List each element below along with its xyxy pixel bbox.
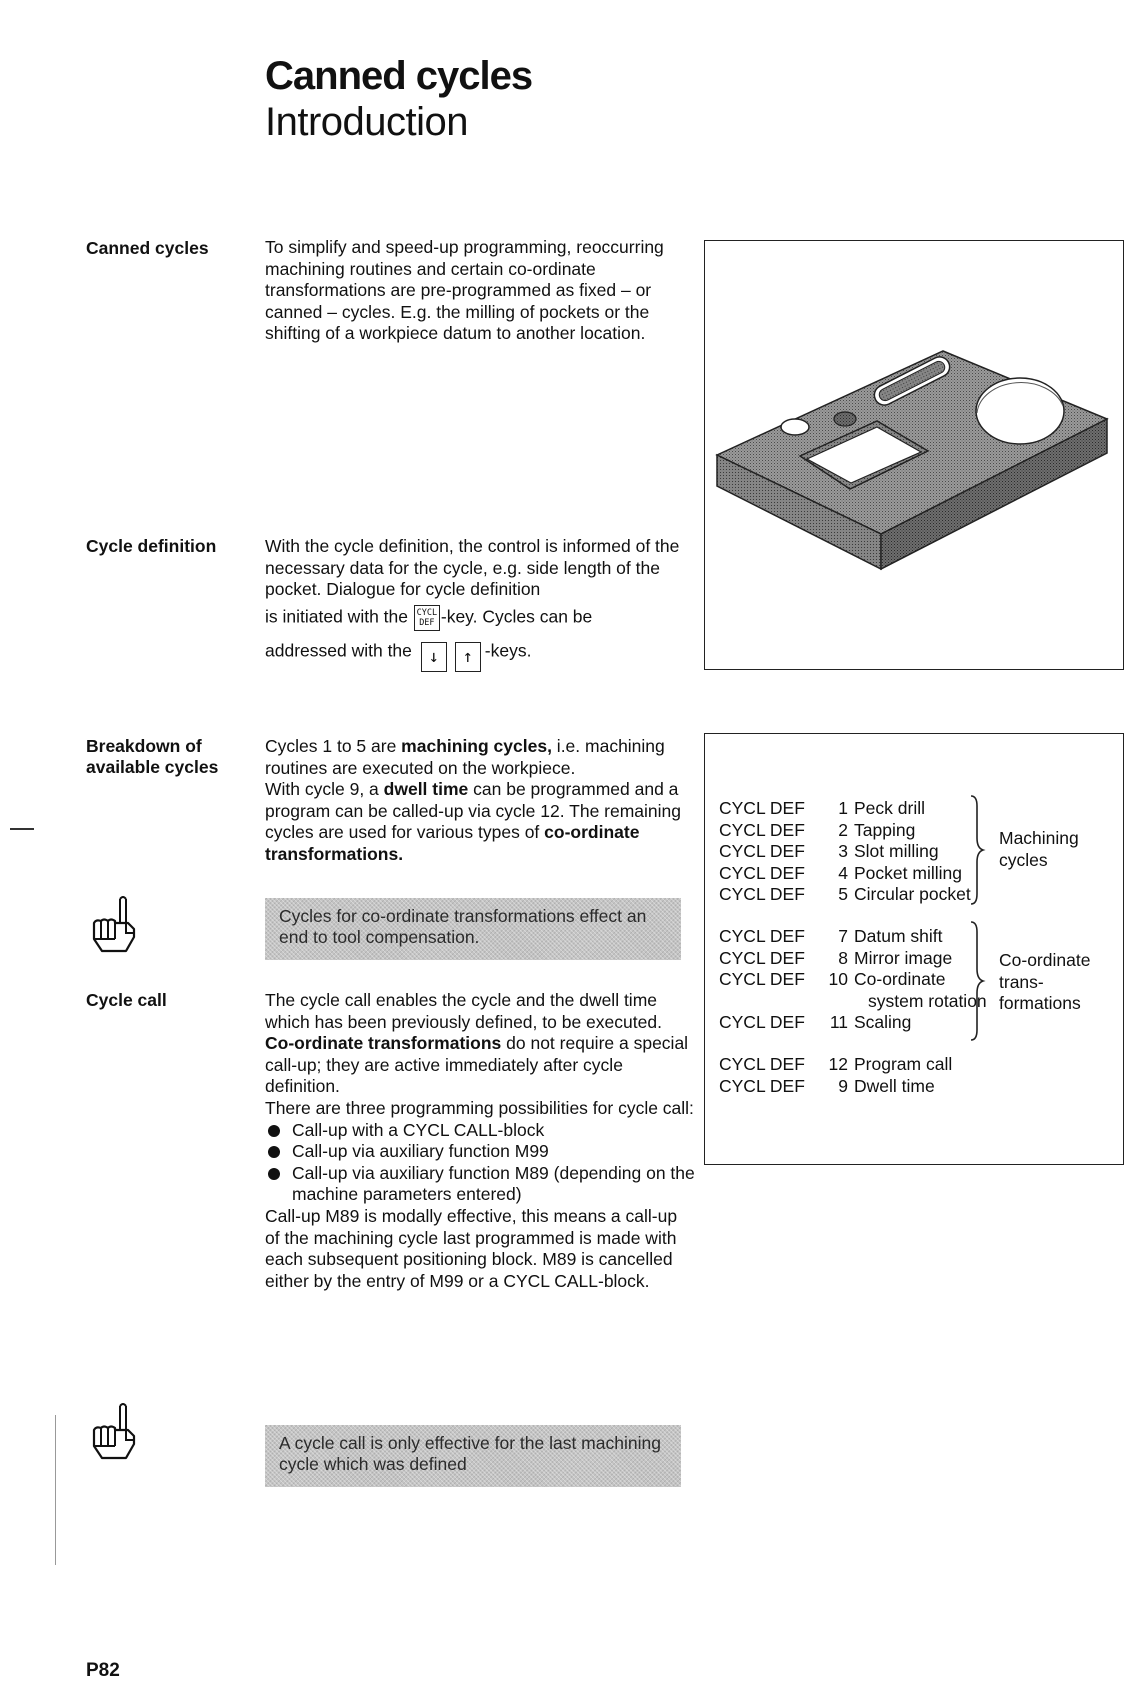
cycle-number: 8: [838, 947, 848, 968]
cycle-row: [719, 1012, 911, 1034]
cycle-prefix: CYCL DEF: [719, 884, 805, 904]
cycle-name: Slot milling: [854, 841, 939, 861]
canned-cycles-paragraph: To simplify and speed-up programming, reoccurring machining routines and certain co-ordinate transformations are pre-programmed as fixed – or canned – cycles. E.g. the milling of pockets or the shifting of a workpiece datum to another location.: [265, 237, 664, 344]
cycle-prefix: CYCL DEF: [719, 1012, 805, 1032]
list-item: Call-up via auxiliary function M99: [265, 1141, 695, 1163]
cycle-row: [719, 820, 915, 842]
cycle-row: [719, 991, 987, 1013]
is-initiated-text: is initiated with the: [265, 606, 408, 627]
note-coordinate-transformations: Cycles for co-ordinate transformations effect an end to tool compensation.: [265, 898, 681, 960]
cycle-number: 1: [838, 798, 848, 818]
addressed-text: addressed with the: [265, 640, 412, 661]
cycle-name: Mirror image: [854, 947, 953, 968]
cycle-row: [719, 948, 952, 970]
cycle-number: 11: [829, 1012, 848, 1032]
bullet-icon: [268, 1125, 280, 1137]
list-item: Call-up via auxiliary function M89 (depending on the machine parameters entered): [265, 1163, 695, 1206]
cycle-number: 4: [838, 862, 848, 883]
cycle-prefix: CYCL DEF: [719, 969, 805, 989]
cycl-key-label: CYCL: [416, 607, 438, 618]
section-heading-cycle-definition: Cycle definition: [86, 536, 217, 556]
arrow-down-key-icon: ↓: [421, 642, 447, 672]
cycle-definition-line-arrows: [265, 637, 695, 667]
cycl-def-key-icon: [414, 605, 440, 631]
cycle-row: [719, 1076, 935, 1098]
cycle-name: system rotation: [868, 990, 987, 1011]
keys-suffix-text: -keys.: [484, 640, 532, 661]
cycle-definition-line1: With the cycle definition, the control is informed of the necessary data for the cycle, e.g. side length of the pocket. Dialogue for cycle definition: [265, 536, 680, 600]
cycle-name: Tapping: [854, 819, 916, 840]
cycle-prefix: CYCL DEF: [719, 819, 805, 840]
list-item: Call-up with a CYCL CALL-block: [265, 1120, 695, 1142]
note-cycle-call-effective: A cycle call is only effective for the last machining cycle which was defined: [265, 1425, 681, 1487]
canned-cycles-text: [265, 237, 695, 345]
cycle-number: 10: [828, 969, 848, 989]
page-title: Canned cycles: [265, 54, 533, 98]
cycle-row: [719, 884, 971, 906]
page-number: P82: [86, 1660, 120, 1681]
cycle-row: [719, 841, 939, 863]
scan-mark: [10, 828, 34, 830]
cycle-number: 12: [828, 1054, 848, 1074]
cycle-definition-line-key: [265, 605, 695, 631]
cycle-name: Datum shift: [854, 926, 943, 946]
cycle-number: 2: [838, 819, 848, 840]
cycle-prefix: CYCL DEF: [719, 862, 805, 883]
group-braces: [967, 794, 997, 1124]
section-heading-canned-cycles: Canned cycles: [86, 238, 209, 258]
section-heading-breakdown: Breakdown of available cycles: [86, 736, 219, 777]
cycle-list-box: [704, 733, 1124, 1165]
cycle-prefix: CYCL DEF: [719, 1054, 805, 1074]
cycle-name: Circular pocket: [854, 884, 971, 904]
cycle-row: [719, 798, 925, 820]
cycle-number: 7: [838, 926, 848, 946]
cycle-prefix: CYCL DEF: [719, 798, 805, 818]
cycle-name: Program call: [854, 1054, 953, 1074]
cycle-name: Co-ordinate: [854, 969, 946, 989]
cycle-definition-text: [265, 536, 695, 667]
arrow-up-key-icon: ↑: [455, 642, 481, 672]
pointing-hand-icon: [88, 893, 160, 965]
cycle-row: [719, 926, 943, 948]
cycle-row: [719, 1054, 952, 1076]
cycle-call-p4: Call-up M89 is modally effective, this means a call-up of the machining cycle last programmed is made with each subsequent positioning block. M89 is cancelled either by the entry of M99 or a CYCL CALL-block.: [265, 1205, 678, 1291]
cycle-number: 3: [838, 841, 848, 861]
cycle-row: [719, 969, 945, 991]
machining-group-label: Machining cycles: [999, 828, 1079, 870]
cycle-prefix: CYCL DEF: [719, 1075, 805, 1096]
cycle-name: Pocket milling: [854, 862, 962, 883]
cycle-number: 9: [838, 1075, 848, 1096]
page-subtitle: Introduction: [265, 100, 469, 144]
cycle-prefix: CYCL DEF: [719, 947, 805, 968]
cycle-call-options-list: [265, 1120, 695, 1206]
workpiece-figure: [704, 240, 1124, 670]
cycle-row: [719, 863, 962, 885]
transform-group-label: Co-ordinate trans- formations: [999, 950, 1091, 1013]
cycle-name: Dwell time: [854, 1075, 935, 1096]
cycle-name: Peck drill: [854, 798, 925, 818]
margin-line: [55, 1415, 56, 1565]
cycle-call-p2: Co-ordinate transformations do not require a special call-up; they are active immediately after cycle definition.: [265, 1033, 689, 1097]
workpiece-drawing: [705, 241, 1122, 668]
def-key-label: DEF: [419, 617, 435, 628]
cycle-number: 5: [838, 884, 848, 904]
cycle-prefix: CYCL DEF: [719, 841, 805, 861]
bullet-icon: [268, 1168, 280, 1180]
pointing-hand-icon: [88, 1400, 160, 1472]
breakdown-paragraph-2: With cycle 9, a dwell time can be programmed and a program can be called-up via cycle 12. The remaining cycles are used for various types of co-ordinate transformations.: [265, 779, 682, 864]
breakdown-paragraph-1: Cycles 1 to 5 are machining cycles, i.e. machining routines are executed on the workpiece.: [265, 736, 665, 778]
cycle-prefix: CYCL DEF: [719, 926, 805, 946]
key-suffix-text: -key. Cycles can be: [440, 606, 593, 627]
breakdown-text: [265, 736, 695, 866]
bullet-icon: [268, 1146, 280, 1158]
cycle-call-p3: There are three programming possibilities for cycle call:: [265, 1097, 694, 1118]
cycle-call-text: [265, 990, 695, 1292]
section-heading-cycle-call: Cycle call: [86, 990, 167, 1010]
cycle-call-p1: The cycle call enables the cycle and the dwell time which has been previously defined, to be executed.: [265, 990, 662, 1032]
cycle-name: Scaling: [854, 1012, 912, 1032]
